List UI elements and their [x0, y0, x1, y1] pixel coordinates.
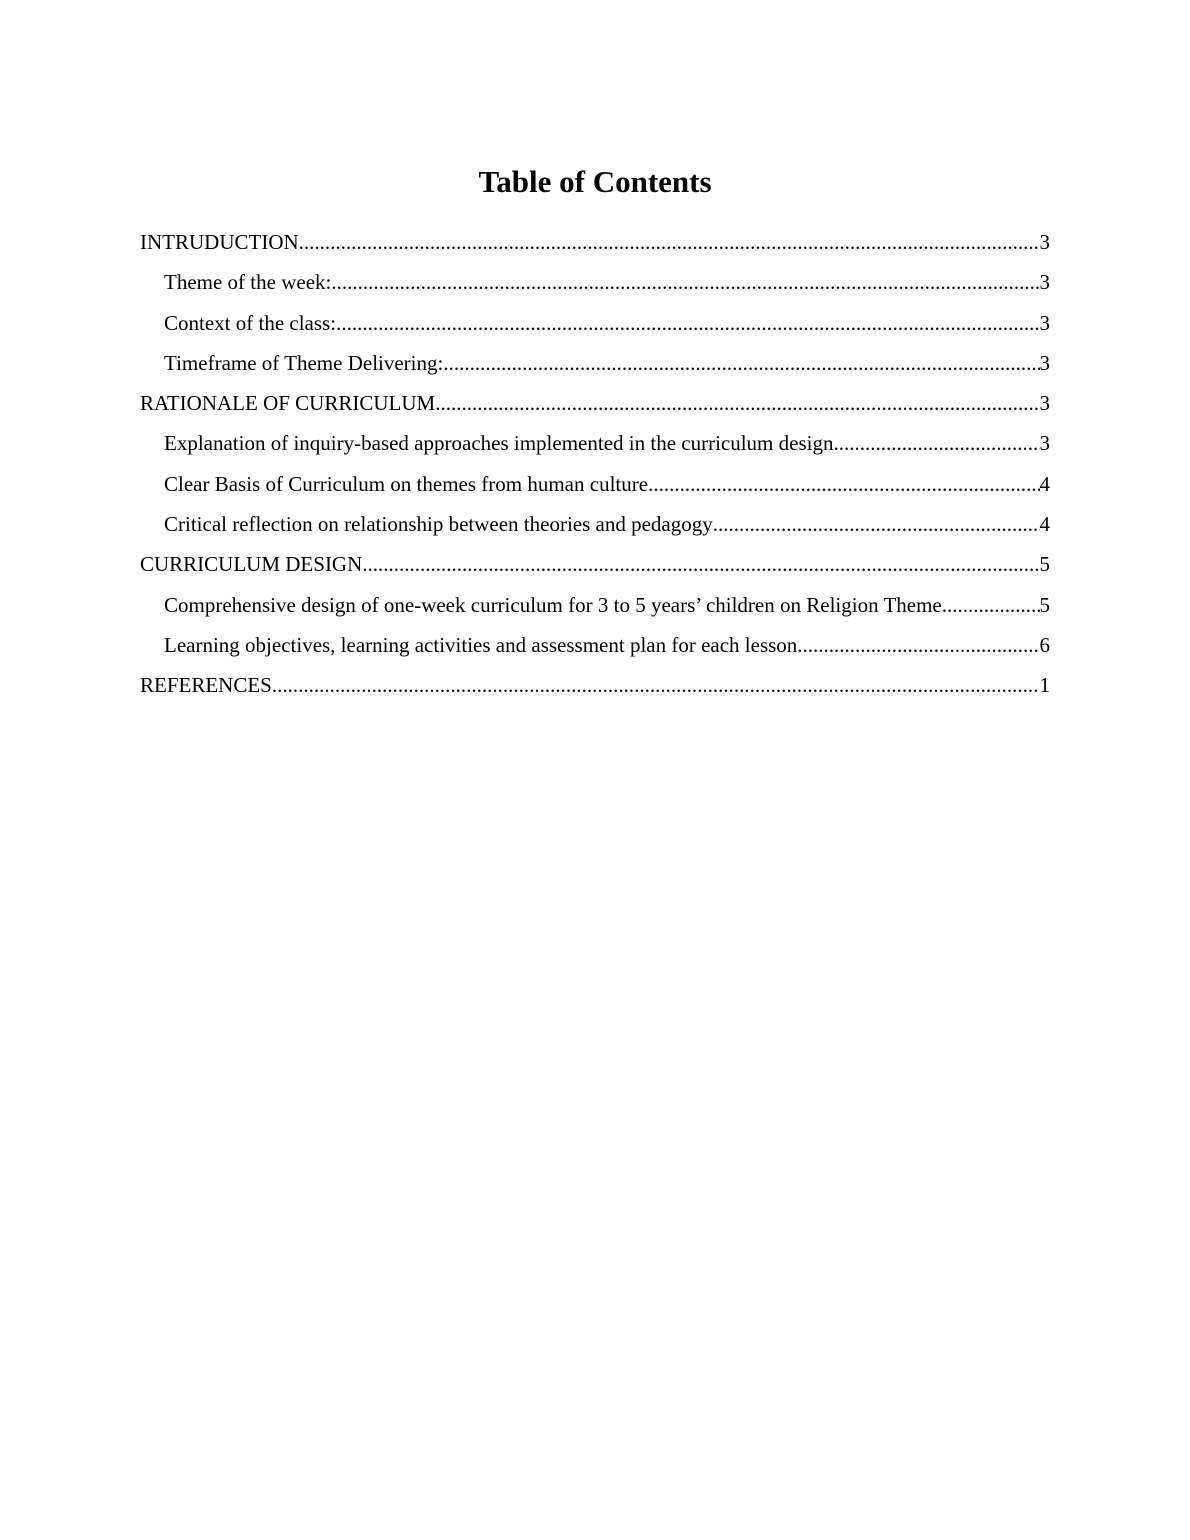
toc-entry-page: 5 — [1039, 592, 1050, 617]
toc-entry-label: Explanation of inquiry-based approaches implemented in the curriculum design — [164, 431, 834, 456]
toc-entry-label: Clear Basis of Curriculum on themes from human culture — [164, 471, 649, 496]
toc-dot-leader — [272, 671, 1040, 699]
toc-entry-label: Critical reflection on relationship between theories and pedagogy — [164, 512, 713, 537]
toc-entry-theme-of-week[interactable] — [140, 268, 1050, 308]
toc-list — [140, 228, 1050, 712]
toc-entry-label: Context of the class: — [164, 310, 337, 335]
toc-entry-page: 1 — [1039, 673, 1050, 698]
toc-entry-label: CURRICULUM DESIGN — [140, 552, 363, 577]
toc-entry-label: Comprehensive design of one-week curriculum for 3 to 5 years’ children on Religion Theme — [164, 592, 942, 617]
toc-entry-page: 3 — [1039, 431, 1050, 456]
toc-entry-page: 3 — [1039, 270, 1050, 295]
toc-dot-leader — [713, 510, 1040, 538]
toc-entry-curriculum-design[interactable] — [140, 550, 1050, 590]
toc-dot-leader — [833, 429, 1039, 457]
toc-entry-human-culture[interactable] — [140, 470, 1050, 510]
toc-title: Table of Contents — [478, 164, 712, 199]
toc-entry-label: Timeframe of Theme Delivering: — [164, 350, 444, 375]
toc-entry-introduction[interactable] — [140, 228, 1050, 268]
toc-entry-page: 3 — [1039, 350, 1050, 375]
toc-dot-leader — [648, 470, 1039, 498]
toc-entry-page: 6 — [1039, 632, 1050, 657]
toc-entry-inquiry-approaches[interactable] — [140, 429, 1050, 469]
toc-entry-label: INTRUDUCTION — [140, 230, 299, 254]
toc-dot-leader — [942, 591, 1040, 619]
toc-dot-leader — [443, 349, 1039, 377]
toc-dot-leader — [299, 228, 1040, 256]
toc-entry-references[interactable] — [140, 671, 1050, 711]
toc-dot-leader — [362, 550, 1039, 578]
toc-entry-page: 5 — [1039, 552, 1050, 577]
toc-entry-label: Theme of the week: — [164, 270, 332, 295]
toc-entry-page: 4 — [1039, 512, 1050, 537]
toc-entry-page: 4 — [1039, 471, 1050, 496]
toc-dot-leader — [435, 389, 1039, 417]
toc-entry-critical-reflection[interactable] — [140, 510, 1050, 550]
toc-entry-rationale[interactable] — [140, 389, 1050, 429]
toc-entry-label: RATIONALE OF CURRICULUM — [140, 391, 436, 416]
toc-entry-label: REFERENCES — [140, 673, 272, 698]
toc-entry-one-week-design[interactable] — [140, 591, 1050, 631]
toc-entry-page: 3 — [1039, 230, 1050, 254]
toc-entry-label: Learning objectives, learning activities and assessment plan for each lesson — [164, 632, 798, 657]
toc-dot-leader — [797, 631, 1039, 659]
toc-entry-page: 3 — [1039, 391, 1050, 416]
toc-dot-leader — [336, 309, 1039, 337]
toc-dot-leader — [331, 268, 1039, 296]
toc-entry-learning-objectives[interactable] — [140, 631, 1050, 671]
toc-entry-context-of-class[interactable] — [140, 309, 1050, 349]
toc-entry-timeframe[interactable] — [140, 349, 1050, 389]
toc-entry-page: 3 — [1039, 310, 1050, 335]
